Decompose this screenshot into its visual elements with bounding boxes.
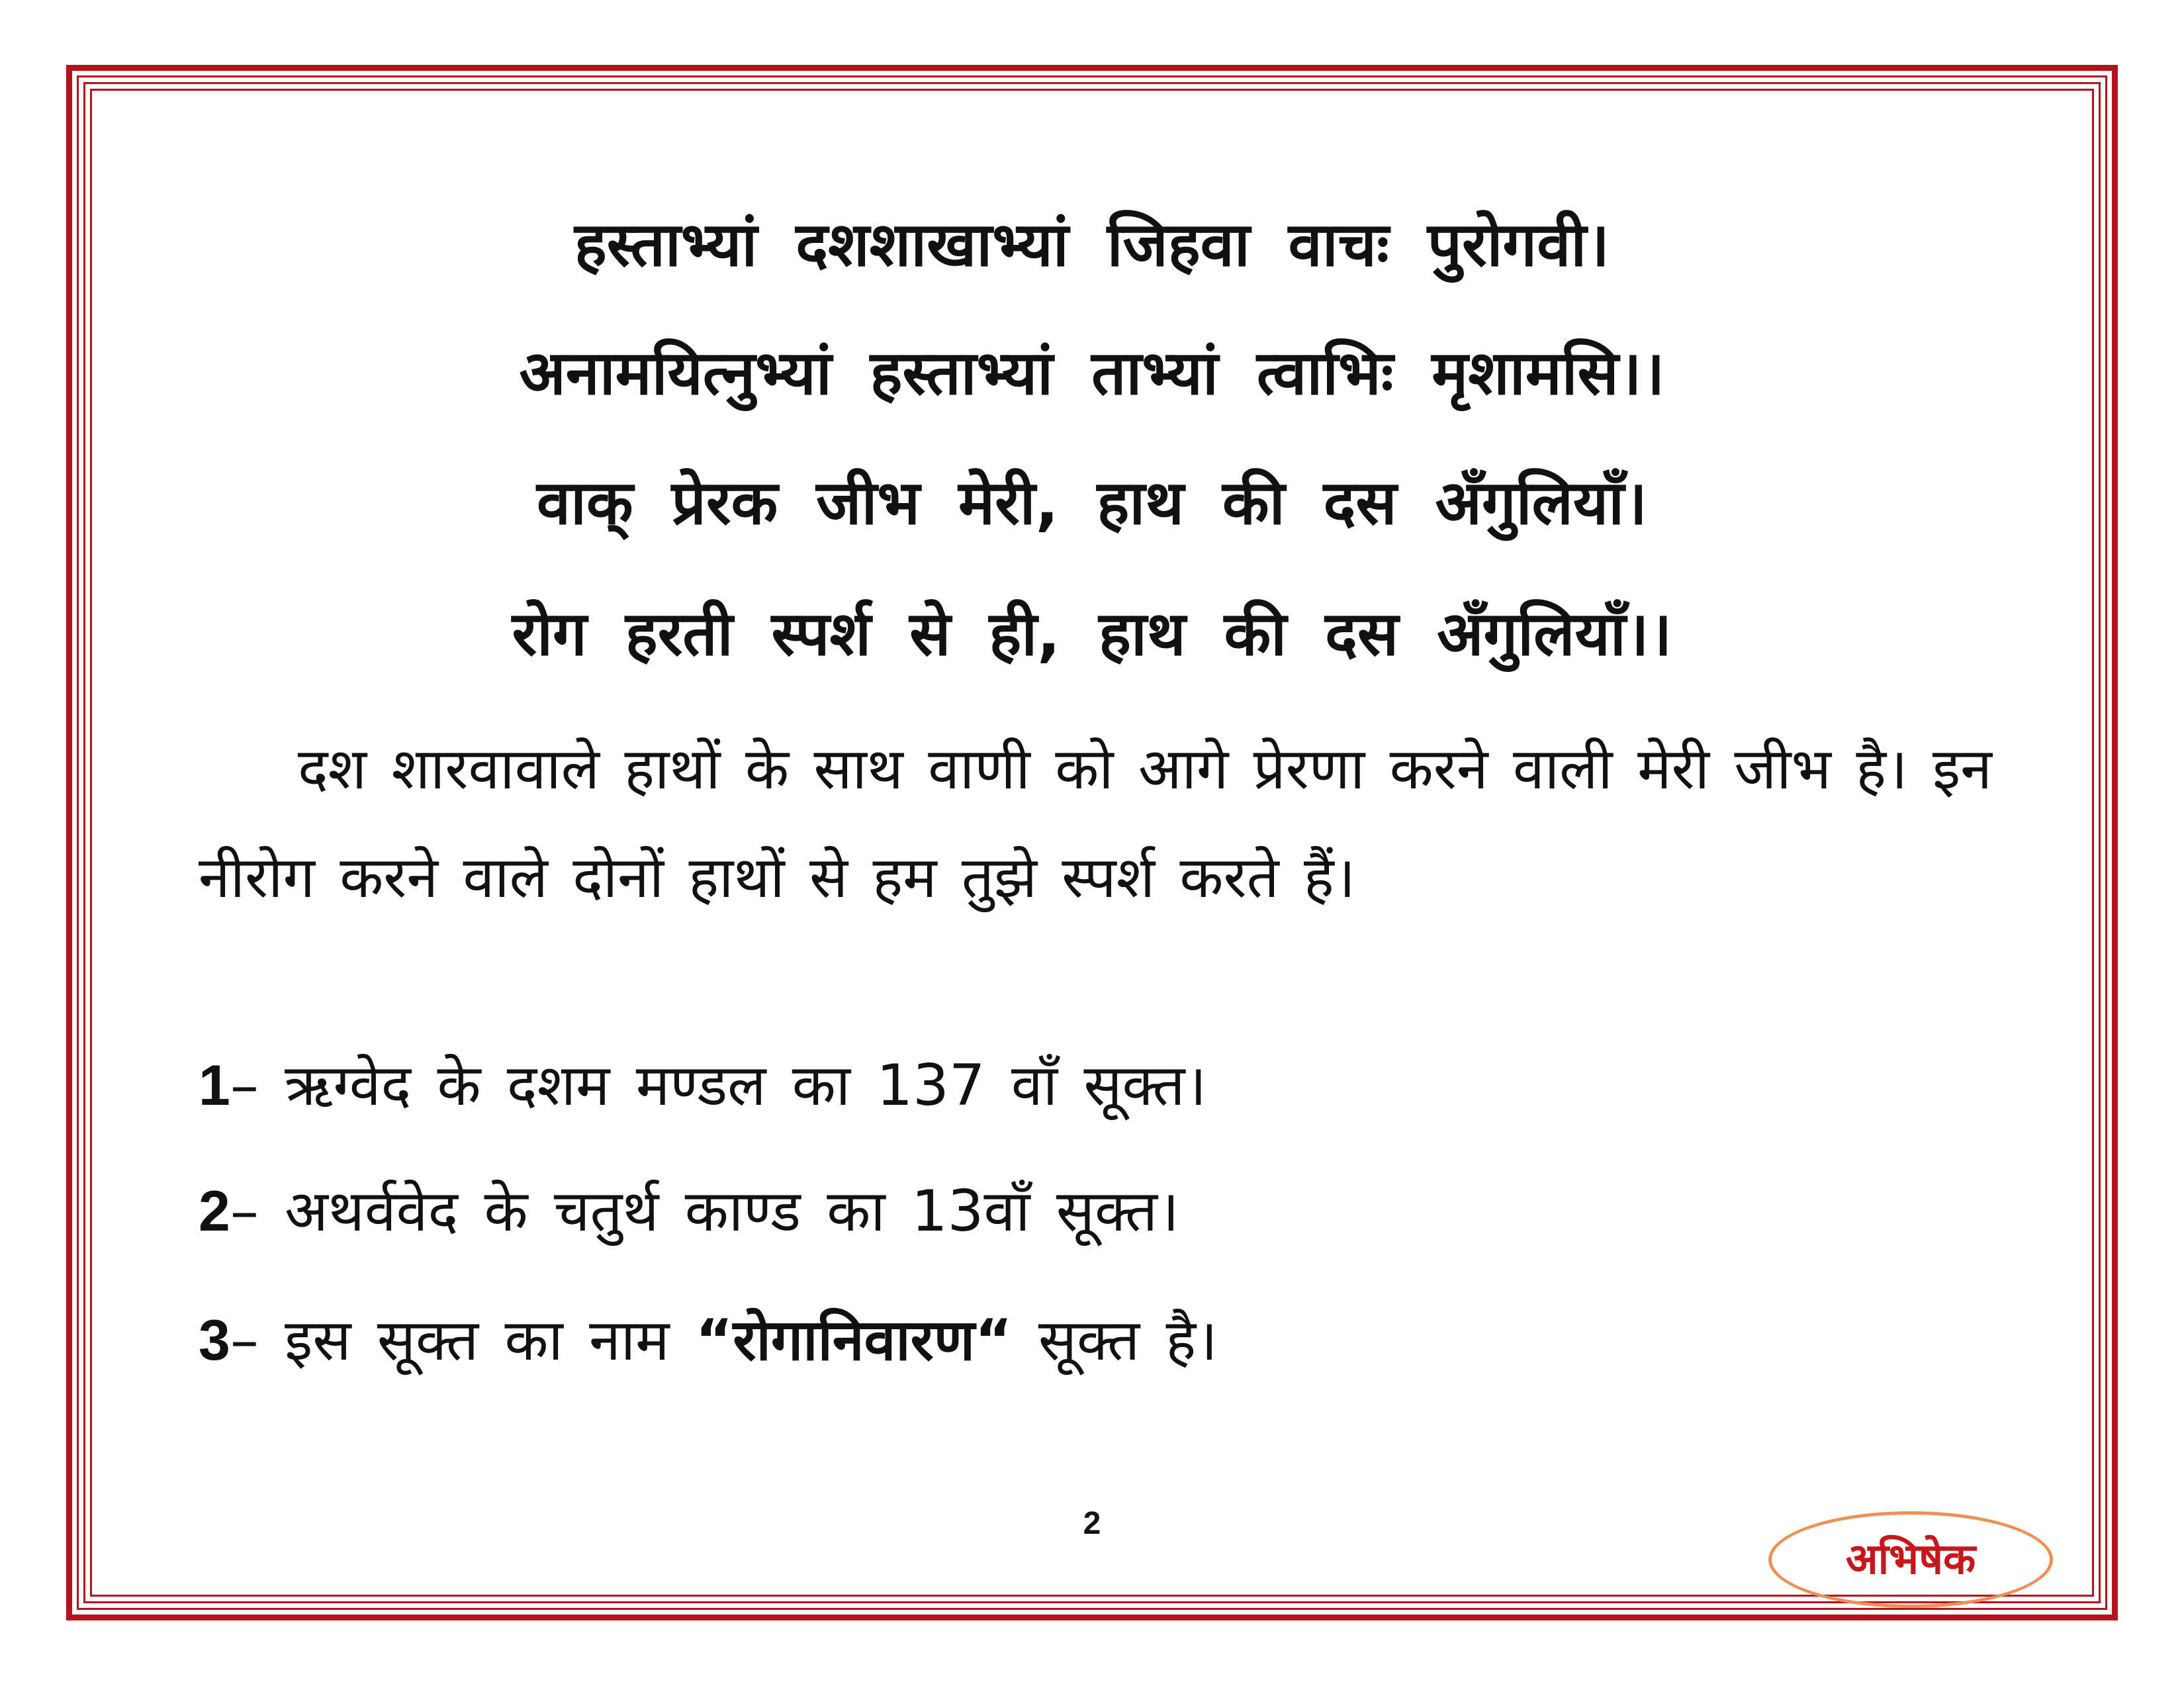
list-text-after: सूक्त है। (1012, 1307, 1218, 1374)
list-item-1 (199, 1043, 1985, 1129)
list-number: 2 (199, 1180, 230, 1243)
verse-line-3: वाक् प्रेरक जीभ मेरी, हाथ की दस अँगुलियाँ। (536, 467, 1647, 538)
author-stamp-text: अभिषेक (1845, 1534, 1976, 1584)
list-number: 3 (199, 1309, 230, 1372)
verse-line-4: रोग हरती स्पर्श से ही, हाथ की दस अँगुलियाँ।। (512, 598, 1672, 669)
list-text: – अथर्ववेद के चतुर्थ काण्ड का 13वाँ सूक्त। (230, 1178, 1179, 1244)
author-stamp (1768, 1511, 2053, 1608)
meaning-paragraph: दश शारवावाले हाथों के साथ वाणी को आगे प्रेरणा करने वाली मेरी जीभ है। इन नीरोग करने वाले दोनों हाथों से हम तुझे स्पर्श करते हैं। (199, 736, 1992, 911)
list-number: 1 (199, 1054, 230, 1117)
list-item-2 (199, 1168, 1985, 1254)
list-item-3 (199, 1297, 1985, 1383)
verse-line-2: अनामयित्नुभ्यां हस्ताभ्यां ताभ्यां त्वाभिः मृशामसि।। (519, 338, 1665, 408)
list-text-before: – इस सूक्त का नाम (230, 1307, 696, 1374)
verse-line-1: हस्ताभ्यां दशशाखाभ्यां जिहवा वाचः पुरोगवी। (574, 209, 1610, 280)
page-number: 2 (1083, 1506, 1101, 1541)
list-text: – ऋग्वेद के दशम मण्डल का 137 वाँ सूक्त। (230, 1053, 1207, 1119)
sukta-name-highlight: “रोगानिवारण“ (695, 1307, 1013, 1374)
